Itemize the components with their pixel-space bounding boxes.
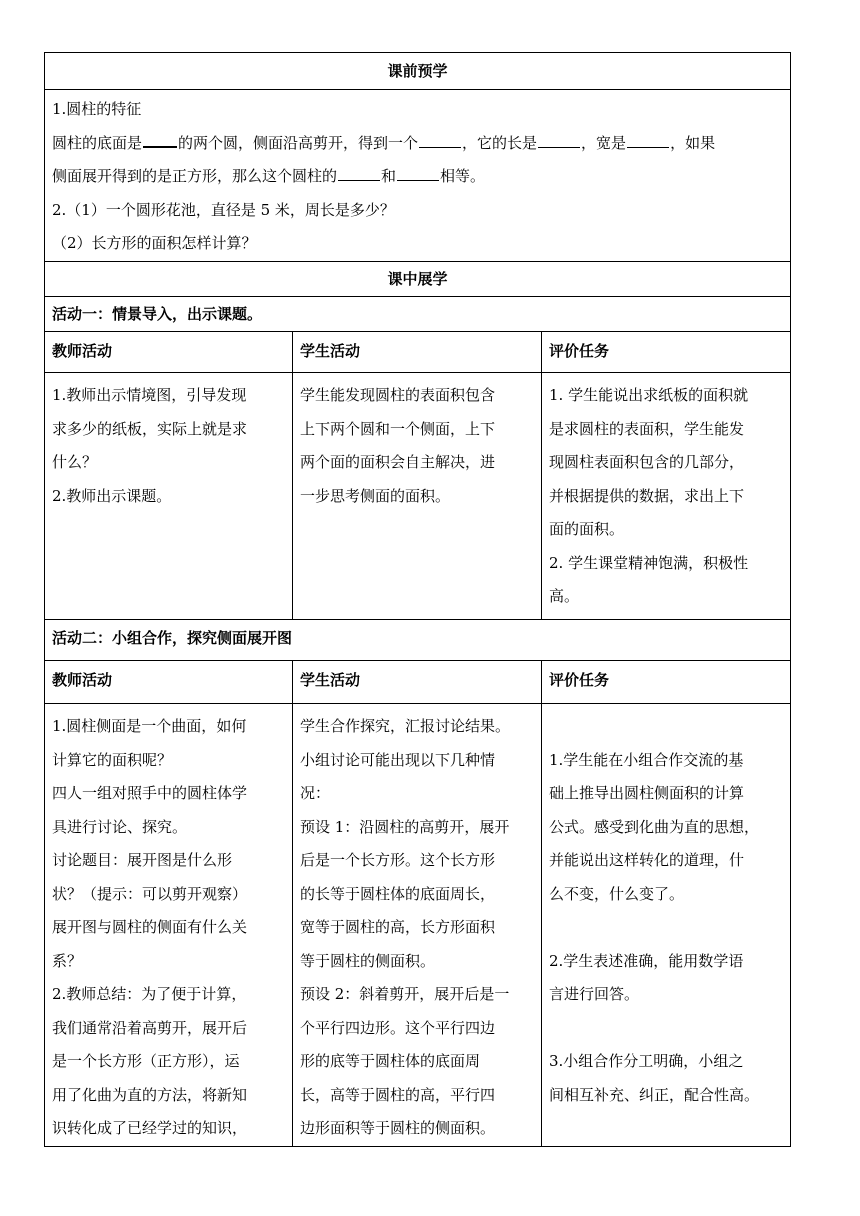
activity1-header-evaluation: 评价任务: [542, 332, 791, 373]
text-line: 2. 学生课堂精神饱满，积极性: [549, 553, 749, 572]
text-line: 状？（提示：可以剪开观察）: [52, 884, 248, 903]
activity2-header-student: 学生活动: [293, 661, 542, 704]
text-line: 1. 学生能说出求纸板的面积就: [549, 386, 749, 404]
text-line: 用了化曲为直的方法，将新知: [52, 1085, 248, 1104]
activity2-evaluation-cell: [542, 704, 791, 1147]
activity1-teacher-cell: [45, 373, 293, 620]
fill-blank[interactable]: [627, 132, 669, 148]
text-line: 公式。感受到化曲为直的思想，: [549, 817, 760, 836]
activity1-header-row: [45, 332, 791, 373]
text-line: 两个面的面积会自主解决，进: [300, 453, 496, 471]
text-line: 言进行回答。: [549, 985, 640, 1003]
text-line: 是求圆柱的表面积，学生能发: [549, 419, 745, 438]
text-line: 具进行讨论、探究。: [52, 817, 188, 836]
text-line: 什么？: [52, 453, 98, 471]
text-line: 后是一个长方形。这个长方形: [300, 851, 496, 869]
text-line: 系？: [52, 951, 83, 970]
text-line: 形的底等于圆柱体的底面周: [300, 1052, 481, 1070]
text-line: 并能说出这样转化的道理，什: [549, 851, 745, 869]
fill-blank[interactable]: [538, 132, 580, 148]
pre-study-title: 课前预学: [45, 53, 791, 90]
fill-blank[interactable]: [397, 165, 439, 181]
activity1-title-row: [45, 297, 791, 332]
activity2-header-row: [45, 661, 791, 704]
text-line: 2.教师出示课题。: [52, 486, 172, 505]
pre-study-fill-line2: [52, 160, 783, 194]
activity2-content-row: [45, 704, 791, 1147]
text-line: 小组讨论可能出现以下几种情: [300, 750, 496, 769]
text-line: 边形面积等于圆柱的侧面积。: [300, 1119, 496, 1137]
text-line: 1.教师出示情境图，引导发现: [52, 386, 247, 404]
fill-blank[interactable]: [338, 165, 380, 181]
text-line: 况：: [300, 784, 331, 802]
text-line: 预设 2：斜着剪开，展开后是一: [300, 985, 510, 1003]
text-segment: ，它的长是: [462, 133, 538, 152]
text-segment: ，宽是: [581, 133, 627, 152]
text-line: 3.小组合作分工明确，小组之: [549, 1052, 744, 1070]
pre-study-item3: （2）长方形的面积怎样计算？: [52, 234, 257, 252]
text-line: 长，高等于圆柱的高，平行四: [300, 1085, 496, 1104]
text-line: 1.学生能在小组合作交流的基: [549, 750, 744, 769]
text-line: 等于圆柱的侧面积。: [300, 951, 436, 970]
text-line: 展开图与圆柱的侧面有什么关: [52, 918, 248, 936]
activity2-header-evaluation: 评价任务: [542, 661, 791, 704]
activity2-student-cell: [293, 704, 542, 1147]
text-line: 个平行四边形。这个平行四边: [300, 1018, 496, 1037]
activity2-title: 活动二：小组合作，探究侧面展开图: [45, 620, 791, 661]
text-line: 2.教师总结：为了便于计算，: [52, 985, 247, 1003]
text-line: 预设 1：沿圆柱的高剪开，展开: [300, 817, 510, 836]
text-segment: ，如果: [670, 133, 716, 152]
text-line: 一步思考侧面的面积。: [300, 486, 451, 505]
in-class-title: 课中展学: [45, 262, 791, 297]
pre-study-item1-title: 1.圆柱的特征: [52, 100, 142, 118]
lesson-plan-document: [44, 52, 790, 1147]
pre-study-content-row: [45, 90, 791, 262]
pre-study-fill-line1: [52, 127, 783, 161]
lesson-plan-table: [44, 52, 791, 1147]
fill-blank[interactable]: [419, 132, 461, 148]
text-line: 并根据提供的数据，求出上下: [549, 486, 745, 505]
fill-blank[interactable]: [143, 131, 177, 148]
text-line: 我们通常沿着高剪开，展开后: [52, 1018, 248, 1037]
text-line: 宽等于圆柱的高，长方形面积: [300, 918, 496, 936]
text-segment: 相等。: [440, 167, 486, 185]
activity2-teacher-cell: [45, 704, 293, 1147]
text-line: 1.圆柱侧面是一个曲面，如何: [52, 717, 247, 735]
activity1-header-student: 学生活动: [293, 332, 542, 373]
text-line: 是一个长方形（正方形），运: [52, 1052, 240, 1070]
text-segment: 侧面展开得到的是正方形，那么这个圆柱的: [52, 167, 338, 185]
spacer: [549, 710, 783, 744]
activity1-title: 活动一：情景导入，出示课题。: [45, 297, 791, 332]
text-line: 学生能发现圆柱的表面积包含: [300, 386, 496, 404]
text-line: 面的面积。: [549, 520, 625, 538]
text-line: 础上推导出圆柱侧面积的计算: [549, 784, 745, 802]
in-class-header-row: [45, 262, 791, 297]
pre-study-header-row: [45, 53, 791, 90]
text-line: 2.学生表述准确，能用数学语: [549, 951, 744, 970]
text-line: 求多少的纸板，实际上就是求: [52, 419, 248, 438]
text-line: 计算它的面积呢？: [52, 750, 173, 769]
text-line: 高。: [549, 587, 580, 605]
text-line: 学生合作探究，汇报讨论结果。: [300, 717, 511, 735]
activity1-student-cell: [293, 373, 542, 620]
text-segment: 圆柱的底面是: [52, 133, 143, 152]
text-line: 间相互补充、纠正，配合性高。: [549, 1085, 760, 1104]
activity1-evaluation-cell: [542, 373, 791, 620]
text-line: 上下两个圆和一个侧面，上下: [300, 419, 496, 438]
activity2-header-teacher: 教师活动: [45, 661, 293, 704]
activity1-header-teacher: 教师活动: [45, 332, 293, 373]
spacer: [549, 911, 783, 945]
pre-study-content: [45, 90, 791, 262]
spacer: [549, 1012, 783, 1046]
text-line: 讨论题目：展开图是什么形: [52, 851, 233, 869]
text-line: 现圆柱表面积包含的几部分，: [549, 453, 745, 471]
text-segment: 的两个圆，侧面沿高剪开，得到一个: [178, 133, 419, 152]
text-line: 么不变，什么变了。: [549, 884, 685, 903]
pre-study-item2: 2.（1）一个圆形花池，直径是 5 米，周长是多少？: [52, 200, 395, 219]
activity1-content-row: [45, 373, 791, 620]
activity2-title-row: [45, 620, 791, 661]
text-line: 的长等于圆柱体的底面周长，: [300, 884, 496, 903]
text-line: 识转化成了已经学过的知识，: [52, 1119, 248, 1137]
text-segment: 和: [381, 167, 397, 185]
text-line: 四人一组对照手中的圆柱体学: [52, 784, 248, 802]
